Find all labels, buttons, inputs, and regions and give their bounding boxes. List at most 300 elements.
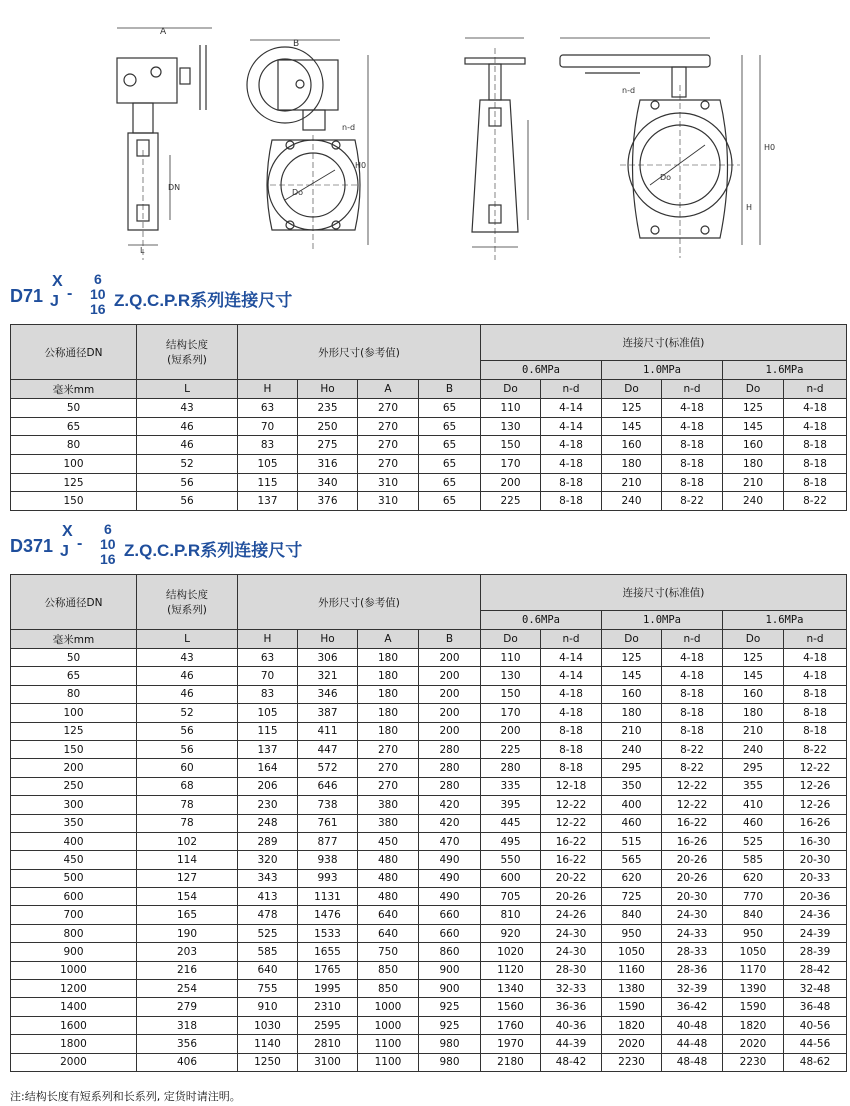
- table-cell: 12-26: [784, 777, 847, 795]
- table-cell: 980: [419, 1035, 481, 1053]
- table-row: [11, 667, 847, 685]
- table-row: [11, 1053, 847, 1071]
- table-cell: 470: [419, 832, 481, 850]
- table-cell: 46: [137, 667, 238, 685]
- col-length: 结构长度 (短系列): [137, 325, 238, 380]
- table-cell: 800: [11, 924, 137, 942]
- lever-side-view: [465, 38, 528, 260]
- table-cell: 65: [419, 399, 481, 418]
- table-cell: 210: [723, 473, 784, 492]
- table1-p16: 16: [90, 301, 106, 317]
- table-cell: 295: [602, 759, 662, 777]
- table-cell: 810: [481, 906, 541, 924]
- table-cell: 28-42: [784, 961, 847, 979]
- table-row: [11, 1035, 847, 1053]
- table-cell: 170: [481, 455, 541, 474]
- table-cell: 65: [11, 667, 137, 685]
- table-cell: 200: [419, 685, 481, 703]
- table-cell: 56: [137, 473, 238, 492]
- table-cell: 515: [602, 832, 662, 850]
- table-row: [11, 924, 847, 942]
- table-cell: 8-18: [541, 722, 602, 740]
- col-length: 结构长度 (短系列): [137, 575, 238, 630]
- table2-dash: -: [77, 535, 83, 552]
- table-row: [11, 980, 847, 998]
- table-cell: 65: [419, 492, 481, 511]
- table-cell: 8-22: [662, 759, 723, 777]
- table-cell: 750: [358, 943, 419, 961]
- table-cell: 150: [11, 740, 137, 758]
- table-cell: 180: [358, 667, 419, 685]
- table-cell: 137: [238, 740, 298, 758]
- table-cell: 52: [137, 455, 238, 474]
- table-cell: 600: [11, 888, 137, 906]
- table-cell: 36-48: [784, 998, 847, 1016]
- table-cell: 411: [298, 722, 358, 740]
- col-outer: 外形尺寸(参考值): [238, 325, 481, 380]
- col-p16: 1.6MPa: [723, 361, 847, 380]
- table-cell: 1590: [723, 998, 784, 1016]
- col-p06: 0.6MPa: [481, 361, 602, 380]
- table-cell: 400: [11, 832, 137, 850]
- table-cell: 395: [481, 796, 541, 814]
- col-dn: 公称通径DN: [11, 575, 137, 630]
- table-row: [11, 473, 847, 492]
- table-cell: 1380: [602, 980, 662, 998]
- table-cell: 270: [358, 759, 419, 777]
- table-row: [11, 399, 847, 418]
- table-cell: 125: [602, 399, 662, 418]
- label-a: A: [160, 27, 167, 37]
- table-cell: 125: [11, 473, 137, 492]
- table-cell: 225: [481, 740, 541, 758]
- table-cell: 48-62: [784, 1053, 847, 1071]
- table-cell: 24-36: [784, 906, 847, 924]
- table-row: [11, 777, 847, 795]
- col-p10: 1.0MPa: [602, 361, 723, 380]
- table-row: [11, 722, 847, 740]
- table-cell: 850: [358, 961, 419, 979]
- col-nd-06: n-d: [541, 630, 602, 649]
- table-cell: 170: [481, 704, 541, 722]
- table-cell: 36-42: [662, 998, 723, 1016]
- table-cell: 950: [602, 924, 662, 942]
- table-cell: 1000: [11, 961, 137, 979]
- table-cell: 210: [723, 722, 784, 740]
- table-cell: 1390: [723, 980, 784, 998]
- label-ho: H0: [355, 161, 367, 170]
- table1-p10: 10: [90, 286, 106, 302]
- table-cell: 755: [238, 980, 298, 998]
- table-cell: 350: [11, 814, 137, 832]
- col-ho: Ho: [298, 630, 358, 649]
- table-cell: 254: [137, 980, 238, 998]
- table-cell: 1820: [723, 1016, 784, 1034]
- table-cell: 270: [358, 417, 419, 436]
- table1-x: X: [52, 273, 63, 290]
- table-cell: 1820: [602, 1016, 662, 1034]
- table-cell: 20-26: [662, 869, 723, 887]
- table-cell: 840: [723, 906, 784, 924]
- table-cell: 356: [137, 1035, 238, 1053]
- table-row: [11, 906, 847, 924]
- table-cell: 1400: [11, 998, 137, 1016]
- table-cell: 130: [481, 667, 541, 685]
- table-cell: 380: [358, 814, 419, 832]
- table-cell: 248: [238, 814, 298, 832]
- table-cell: 4-14: [541, 667, 602, 685]
- table-cell: 420: [419, 814, 481, 832]
- col-do-16: Do: [723, 630, 784, 649]
- col-h: H: [238, 380, 298, 399]
- table-cell: 925: [419, 998, 481, 1016]
- label-do-2: Do: [660, 173, 672, 182]
- table-cell: 355: [723, 777, 784, 795]
- table-cell: 275: [298, 436, 358, 455]
- table-cell: 40-48: [662, 1016, 723, 1034]
- table-cell: 180: [358, 704, 419, 722]
- table-cell: 993: [298, 869, 358, 887]
- table-cell: 8-18: [784, 436, 847, 455]
- table-cell: 1533: [298, 924, 358, 942]
- table2-j: J: [60, 543, 69, 560]
- table-cell: 280: [481, 759, 541, 777]
- table-cell: 4-18: [662, 667, 723, 685]
- table-cell: 387: [298, 704, 358, 722]
- table-cell: 43: [137, 649, 238, 667]
- table-cell: 48-48: [662, 1053, 723, 1071]
- table-cell: 78: [137, 796, 238, 814]
- table-cell: 200: [419, 667, 481, 685]
- table-cell: 68: [137, 777, 238, 795]
- col-nd-16: n-d: [784, 380, 847, 399]
- table-cell: 460: [602, 814, 662, 832]
- table-cell: 1250: [238, 1053, 298, 1071]
- table-cell: 2230: [723, 1053, 784, 1071]
- table-cell: 130: [481, 417, 541, 436]
- table-cell: 50: [11, 649, 137, 667]
- table-row: [11, 649, 847, 667]
- table-cell: 2230: [602, 1053, 662, 1071]
- table-cell: 20-30: [784, 851, 847, 869]
- table-cell: 900: [419, 980, 481, 998]
- table-cell: 125: [723, 649, 784, 667]
- table-cell: 56: [137, 722, 238, 740]
- table-cell: 8-18: [784, 455, 847, 474]
- table-cell: 525: [238, 924, 298, 942]
- table-cell: 705: [481, 888, 541, 906]
- table-cell: 20-30: [662, 888, 723, 906]
- table-cell: 8-18: [541, 473, 602, 492]
- table-cell: 63: [238, 399, 298, 418]
- table-cell: 150: [11, 492, 137, 511]
- table-cell: 4-18: [541, 455, 602, 474]
- table-cell: 16-30: [784, 832, 847, 850]
- table-cell: 12-26: [784, 796, 847, 814]
- table-cell: 46: [137, 417, 238, 436]
- table-cell: 110: [481, 399, 541, 418]
- table-cell: 240: [602, 492, 662, 511]
- table-cell: 200: [481, 473, 541, 492]
- table1-dash: -: [67, 285, 73, 302]
- table-cell: 52: [137, 704, 238, 722]
- table-cell: 400: [602, 796, 662, 814]
- table-cell: 110: [481, 649, 541, 667]
- table-cell: 8-18: [784, 473, 847, 492]
- table-cell: 490: [419, 869, 481, 887]
- table-cell: 240: [602, 740, 662, 758]
- table1-j: J: [50, 293, 59, 310]
- table-cell: 445: [481, 814, 541, 832]
- table-cell: 8-18: [541, 759, 602, 777]
- table-row: [11, 961, 847, 979]
- table-cell: 102: [137, 832, 238, 850]
- col-nd-06: n-d: [541, 380, 602, 399]
- table-cell: 525: [723, 832, 784, 850]
- table2-model: D371: [10, 536, 54, 556]
- table-cell: 550: [481, 851, 541, 869]
- table-cell: 306: [298, 649, 358, 667]
- table-cell: 165: [137, 906, 238, 924]
- label-l: L: [140, 246, 145, 255]
- table-cell: 565: [602, 851, 662, 869]
- table-cell: 16-22: [662, 814, 723, 832]
- table-cell: 100: [11, 455, 137, 474]
- table-cell: 585: [238, 943, 298, 961]
- table-cell: 761: [298, 814, 358, 832]
- table-cell: 1100: [358, 1035, 419, 1053]
- table-cell: 36-36: [541, 998, 602, 1016]
- table-cell: 44-39: [541, 1035, 602, 1053]
- table-cell: 4-18: [662, 649, 723, 667]
- col-dn: 公称通径DN: [11, 325, 137, 380]
- table-cell: 8-18: [662, 455, 723, 474]
- col-outer: 外形尺寸(参考值): [238, 575, 481, 630]
- table-cell: 316: [298, 455, 358, 474]
- table-row: [11, 998, 847, 1016]
- table-cell: 200: [11, 759, 137, 777]
- table-cell: 4-18: [662, 399, 723, 418]
- table-cell: 900: [419, 961, 481, 979]
- table-cell: 250: [11, 777, 137, 795]
- table1-p6: 6: [94, 271, 102, 287]
- table-cell: 8-18: [541, 492, 602, 511]
- table-cell: 850: [358, 980, 419, 998]
- table2-suffix: Z.Q.C.P.R系列连接尺寸: [124, 541, 303, 560]
- table-cell: 310: [358, 473, 419, 492]
- table-cell: 8-18: [662, 704, 723, 722]
- table-cell: 20-33: [784, 869, 847, 887]
- table-cell: 280: [419, 759, 481, 777]
- table-cell: 24-26: [541, 906, 602, 924]
- table-cell: 1050: [602, 943, 662, 961]
- col-mm: 毫米mm: [11, 380, 137, 399]
- table-cell: 289: [238, 832, 298, 850]
- label-ho-2: H0: [764, 143, 776, 152]
- table-cell: 1655: [298, 943, 358, 961]
- table-cell: 725: [602, 888, 662, 906]
- table-cell: 4-14: [541, 399, 602, 418]
- table-cell: 8-18: [662, 722, 723, 740]
- table1-model: D71: [10, 286, 44, 306]
- handwheel-front-view: [247, 40, 368, 250]
- table-cell: 1170: [723, 961, 784, 979]
- table-cell: 44-56: [784, 1035, 847, 1053]
- table-cell: 203: [137, 943, 238, 961]
- table-cell: 585: [723, 851, 784, 869]
- table-cell: 180: [602, 455, 662, 474]
- table-cell: 180: [602, 704, 662, 722]
- gearbox-side-view: [117, 28, 212, 260]
- table-cell: 738: [298, 796, 358, 814]
- table-cell: 180: [358, 685, 419, 703]
- table-cell: 210: [602, 473, 662, 492]
- table-cell: 216: [137, 961, 238, 979]
- table-cell: 3100: [298, 1053, 358, 1071]
- table-cell: 1120: [481, 961, 541, 979]
- table-cell: 410: [723, 796, 784, 814]
- table-cell: 65: [11, 417, 137, 436]
- col-do-10: Do: [602, 380, 662, 399]
- table-cell: 660: [419, 924, 481, 942]
- table-cell: 180: [358, 722, 419, 740]
- table-cell: 28-33: [662, 943, 723, 961]
- col-nd-16: n-d: [784, 630, 847, 649]
- table-cell: 376: [298, 492, 358, 511]
- table-cell: 200: [419, 704, 481, 722]
- table-cell: 65: [419, 436, 481, 455]
- table-cell: 2810: [298, 1035, 358, 1053]
- table-cell: 700: [11, 906, 137, 924]
- col-mm: 毫米mm: [11, 630, 137, 649]
- col-h: H: [238, 630, 298, 649]
- label-nd-2: n-d: [622, 86, 636, 95]
- table-cell: 154: [137, 888, 238, 906]
- table-cell: 980: [419, 1053, 481, 1071]
- table-cell: 270: [358, 436, 419, 455]
- table-cell: 270: [358, 455, 419, 474]
- table-cell: 318: [137, 1016, 238, 1034]
- table-cell: 280: [419, 777, 481, 795]
- col-do-16: Do: [723, 380, 784, 399]
- table-cell: 406: [137, 1053, 238, 1071]
- table-cell: 125: [11, 722, 137, 740]
- table-cell: 40-36: [541, 1016, 602, 1034]
- col-conn: 连接尺寸(标准值): [481, 325, 847, 361]
- table-cell: 8-18: [784, 685, 847, 703]
- table-cell: 480: [358, 888, 419, 906]
- table-cell: 1476: [298, 906, 358, 924]
- table-cell: 450: [358, 832, 419, 850]
- label-h: H: [746, 203, 753, 212]
- table-cell: 63: [238, 649, 298, 667]
- table-cell: 80: [11, 436, 137, 455]
- table-cell: 83: [238, 685, 298, 703]
- table-cell: 190: [137, 924, 238, 942]
- table-cell: 920: [481, 924, 541, 942]
- table-cell: 4-18: [784, 667, 847, 685]
- table-cell: 572: [298, 759, 358, 777]
- table-cell: 8-22: [784, 740, 847, 758]
- table-cell: 16-26: [784, 814, 847, 832]
- table-row: [11, 869, 847, 887]
- table-cell: 12-22: [662, 796, 723, 814]
- table-cell: 20-36: [784, 888, 847, 906]
- table-cell: 500: [11, 869, 137, 887]
- table-cell: 145: [723, 417, 784, 436]
- table-cell: 200: [419, 722, 481, 740]
- table-cell: 1800: [11, 1035, 137, 1053]
- table-cell: 200: [481, 722, 541, 740]
- table-cell: 125: [723, 399, 784, 418]
- table-cell: 8-22: [662, 492, 723, 511]
- table-cell: 4-14: [541, 649, 602, 667]
- table-cell: 40-56: [784, 1016, 847, 1034]
- table-cell: 150: [481, 685, 541, 703]
- table-row: [11, 436, 847, 455]
- table-cell: 620: [602, 869, 662, 887]
- table-cell: 300: [11, 796, 137, 814]
- table-cell: 235: [298, 399, 358, 418]
- table-cell: 46: [137, 685, 238, 703]
- col-a: A: [358, 630, 419, 649]
- table-cell: 1560: [481, 998, 541, 1016]
- table-cell: 180: [358, 649, 419, 667]
- table2-x: X: [62, 523, 73, 540]
- table-cell: 2180: [481, 1053, 541, 1071]
- table-cell: 1200: [11, 980, 137, 998]
- table-cell: 8-22: [662, 740, 723, 758]
- table-cell: 1131: [298, 888, 358, 906]
- table-cell: 270: [358, 740, 419, 758]
- table-cell: 145: [602, 667, 662, 685]
- table-cell: 180: [723, 704, 784, 722]
- table-cell: 8-18: [662, 473, 723, 492]
- table-cell: 160: [602, 436, 662, 455]
- table-cell: 105: [238, 455, 298, 474]
- table-cell: 8-18: [784, 704, 847, 722]
- valve-drawings: [0, 0, 850, 270]
- table-cell: 20-26: [662, 851, 723, 869]
- table-cell: 420: [419, 796, 481, 814]
- table-row: [11, 851, 847, 869]
- table-cell: 164: [238, 759, 298, 777]
- table-cell: 1000: [358, 1016, 419, 1034]
- table-cell: 490: [419, 851, 481, 869]
- table-cell: 28-30: [541, 961, 602, 979]
- table-row: [11, 1016, 847, 1034]
- table-cell: 46: [137, 436, 238, 455]
- table-row: [11, 740, 847, 758]
- table-cell: 56: [137, 740, 238, 758]
- table-cell: 115: [238, 722, 298, 740]
- table-cell: 83: [238, 436, 298, 455]
- col-l: L: [137, 380, 238, 399]
- table-cell: 28-36: [662, 961, 723, 979]
- table-cell: 160: [723, 436, 784, 455]
- table-cell: 8-18: [541, 740, 602, 758]
- table-cell: 480: [358, 869, 419, 887]
- col-b: B: [419, 630, 481, 649]
- table-cell: 70: [238, 417, 298, 436]
- table-cell: 2000: [11, 1053, 137, 1071]
- table-cell: 16-22: [541, 832, 602, 850]
- table-cell: 16-26: [662, 832, 723, 850]
- table-cell: 640: [238, 961, 298, 979]
- table-cell: 478: [238, 906, 298, 924]
- table-cell: 240: [723, 740, 784, 758]
- col-conn: 连接尺寸(标准值): [481, 575, 847, 611]
